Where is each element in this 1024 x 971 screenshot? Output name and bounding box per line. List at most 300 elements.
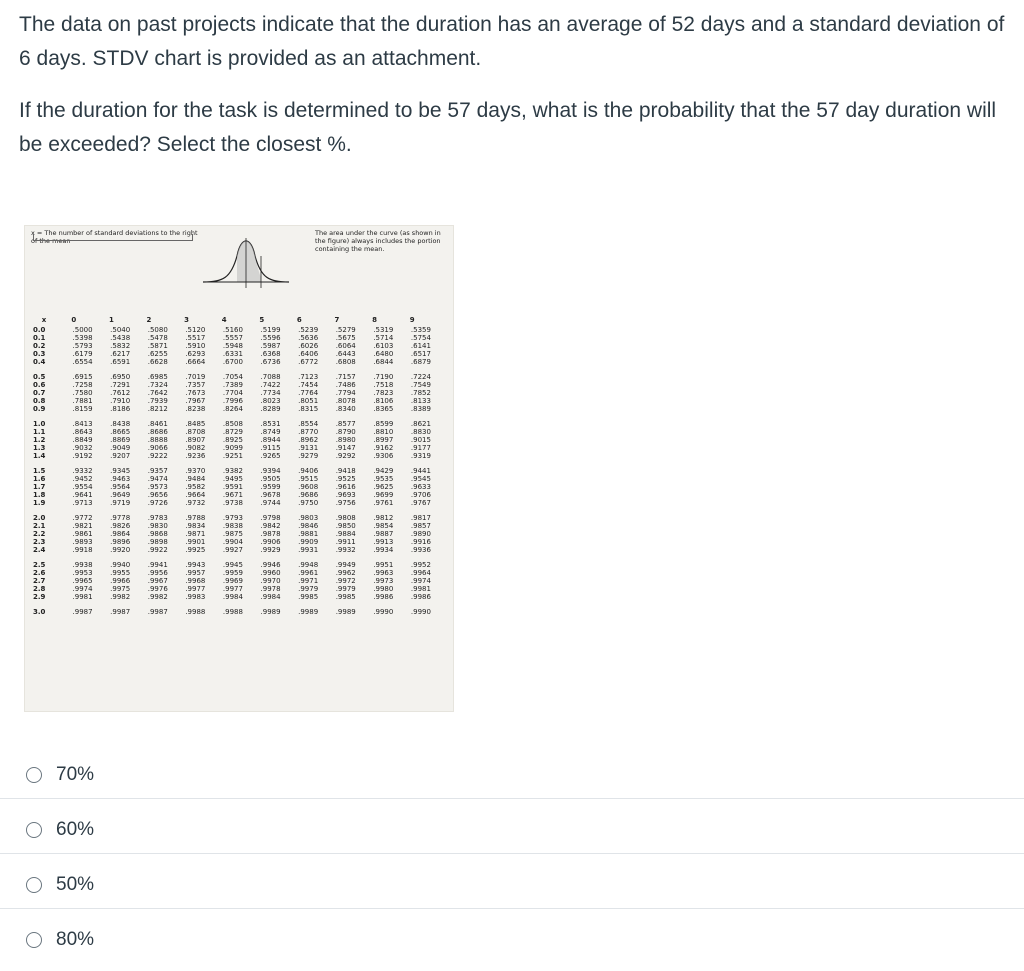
probability-cell: .8770 xyxy=(298,428,319,436)
probability-cell: .8810 xyxy=(373,428,394,436)
probability-cell: .9989 xyxy=(335,608,356,616)
probability-cell: .8413 xyxy=(72,420,93,428)
probability-cell: .8106 xyxy=(373,397,394,405)
probability-cell: .9279 xyxy=(298,452,319,460)
probability-cell: .8389 xyxy=(410,405,431,413)
probability-cell: .9641 xyxy=(72,491,93,499)
probability-cell: .9987 xyxy=(72,608,93,616)
probability-cell: .6950 xyxy=(110,373,131,381)
probability-cell: .9977 xyxy=(185,585,206,593)
probability-cell: .9964 xyxy=(410,569,431,577)
option-label: 80% xyxy=(56,929,95,950)
probability-cell: .6064 xyxy=(335,342,356,350)
probability-cell: .8186 xyxy=(110,405,131,413)
probability-cell: .6293 xyxy=(185,350,206,358)
probability-cell: .8438 xyxy=(110,420,131,428)
probability-cell: .9744 xyxy=(260,499,281,507)
probability-cell: .9131 xyxy=(298,444,319,452)
probability-cell: .9904 xyxy=(222,538,243,546)
z-table-row xyxy=(33,436,431,444)
probability-cell: .9911 xyxy=(335,538,356,546)
probability-cell: .7088 xyxy=(260,373,281,381)
probability-cell: .9890 xyxy=(410,530,431,538)
answer-option-60[interactable] xyxy=(0,799,1024,854)
z-value-cell: 2.8 xyxy=(33,585,46,593)
probability-cell: .8962 xyxy=(298,436,319,444)
probability-cell: .9934 xyxy=(373,546,394,554)
probability-cell: .9960 xyxy=(260,569,281,577)
probability-cell: .9989 xyxy=(298,608,319,616)
probability-cell: .9973 xyxy=(373,577,394,585)
probability-cell: .9857 xyxy=(410,522,431,530)
probability-cell: .8051 xyxy=(298,397,319,405)
probability-cell: .7580 xyxy=(72,389,93,397)
probability-cell: .9812 xyxy=(373,514,394,522)
probability-cell: .9922 xyxy=(147,546,168,554)
probability-cell: .6808 xyxy=(335,358,356,366)
probability-cell: .9192 xyxy=(72,452,93,460)
probability-cell: .9251 xyxy=(222,452,243,460)
probability-cell: .9967 xyxy=(147,577,168,585)
z-table-row xyxy=(33,326,431,334)
probability-cell: .9842 xyxy=(260,522,281,530)
probability-cell: .9515 xyxy=(298,475,319,483)
probability-cell: .9875 xyxy=(222,530,243,538)
probability-cell: .9987 xyxy=(110,608,131,616)
probability-cell: .9441 xyxy=(410,467,431,475)
option-label: 60% xyxy=(56,819,95,840)
probability-cell: .9982 xyxy=(147,593,168,601)
probability-cell: .9962 xyxy=(335,569,356,577)
probability-cell: .5000 xyxy=(72,326,93,334)
probability-cell: .9292 xyxy=(335,452,356,460)
probability-cell: .8238 xyxy=(185,405,206,413)
radio-button-icon[interactable] xyxy=(26,877,42,893)
probability-cell: .8830 xyxy=(410,428,431,436)
probability-cell: .9429 xyxy=(373,467,394,475)
probability-cell: .5987 xyxy=(260,342,281,350)
probability-cell: .7852 xyxy=(410,389,431,397)
probability-cell: .7704 xyxy=(222,389,243,397)
z-table-row xyxy=(33,405,431,413)
probability-cell: .9971 xyxy=(298,577,319,585)
z-value-cell: 2.4 xyxy=(33,546,46,554)
probability-cell: .9177 xyxy=(410,444,431,452)
probability-cell: .9821 xyxy=(72,522,93,530)
probability-cell: .9893 xyxy=(72,538,93,546)
probability-cell: .6406 xyxy=(298,350,319,358)
z-value-cell: 0.1 xyxy=(33,334,46,342)
question-paragraph-2: If the duration for the task is determined to be 57 days, what is the probability that the 57 day duration will be exceeded? Select the closest %. xyxy=(19,99,997,156)
probability-cell: .5754 xyxy=(410,334,431,342)
z-value-cell: 1.6 xyxy=(33,475,46,483)
z-table-row xyxy=(33,483,431,491)
z-value-cell: 2.3 xyxy=(33,538,46,546)
z-value-cell: 0.7 xyxy=(33,389,46,397)
probability-cell: .9976 xyxy=(147,585,168,593)
radio-button-icon[interactable] xyxy=(26,932,42,948)
option-label: 50% xyxy=(56,874,95,895)
probability-cell: .9115 xyxy=(260,444,281,452)
z-value-cell: 1.9 xyxy=(33,499,46,507)
z-table-header-cell: 7 xyxy=(334,316,340,324)
z-table-row xyxy=(33,381,431,389)
probability-cell: .9927 xyxy=(222,546,243,554)
probability-cell: .7518 xyxy=(373,381,394,389)
probability-cell: .6480 xyxy=(373,350,394,358)
probability-cell: .9948 xyxy=(298,561,319,569)
probability-cell: .9535 xyxy=(373,475,394,483)
probability-cell: .6664 xyxy=(185,358,206,366)
z-table-row xyxy=(33,358,431,366)
probability-cell: .9591 xyxy=(222,483,243,491)
probability-cell: .9319 xyxy=(410,452,431,460)
probability-cell: .6985 xyxy=(147,373,168,381)
probability-cell: .9984 xyxy=(222,593,243,601)
z-value-cell: 0.5 xyxy=(33,373,46,381)
probability-cell: .9545 xyxy=(410,475,431,483)
probability-cell: .6331 xyxy=(222,350,243,358)
probability-cell: .7291 xyxy=(110,381,131,389)
probability-cell: .8264 xyxy=(222,405,243,413)
probability-cell: .9975 xyxy=(110,585,131,593)
probability-cell: .9978 xyxy=(260,585,281,593)
z-table-spacer xyxy=(33,460,431,467)
radio-button-icon[interactable] xyxy=(26,767,42,783)
z-value-cell: 2.9 xyxy=(33,593,46,601)
probability-cell: .9916 xyxy=(410,538,431,546)
probability-cell: .9573 xyxy=(147,483,168,491)
probability-cell: .9985 xyxy=(335,593,356,601)
z-table-row xyxy=(33,389,431,397)
probability-cell: .6517 xyxy=(410,350,431,358)
probability-cell: .9345 xyxy=(110,467,131,475)
probability-cell: .9881 xyxy=(298,530,319,538)
probability-cell: .5871 xyxy=(147,342,168,350)
probability-cell: .9817 xyxy=(410,514,431,522)
probability-cell: .9699 xyxy=(373,491,394,499)
z-table-row xyxy=(33,585,431,593)
probability-cell: .8790 xyxy=(335,428,356,436)
probability-cell: .9778 xyxy=(110,514,131,522)
answer-option-70[interactable] xyxy=(0,744,1024,799)
probability-cell: .9382 xyxy=(222,467,243,475)
probability-cell: .9793 xyxy=(222,514,243,522)
probability-cell: .9952 xyxy=(410,561,431,569)
probability-cell: .9979 xyxy=(335,585,356,593)
probability-cell: .9955 xyxy=(110,569,131,577)
probability-cell: .5120 xyxy=(185,326,206,334)
probability-cell: .7123 xyxy=(298,373,319,381)
z-value-cell: 1.0 xyxy=(33,420,46,428)
z-value-cell: 2.7 xyxy=(33,577,46,585)
probability-cell: .8849 xyxy=(72,436,93,444)
probability-cell: .5080 xyxy=(147,326,168,334)
probability-cell: .8508 xyxy=(222,420,243,428)
probability-cell: .9265 xyxy=(260,452,281,460)
probability-cell: .9961 xyxy=(298,569,319,577)
probability-cell: .9236 xyxy=(185,452,206,460)
z-value-cell: 1.1 xyxy=(33,428,46,436)
z-table-header-cell: 3 xyxy=(184,316,190,324)
probability-cell: .8944 xyxy=(260,436,281,444)
probability-cell: .9941 xyxy=(147,561,168,569)
probability-cell: .9854 xyxy=(373,522,394,530)
probability-cell: .9963 xyxy=(373,569,394,577)
probability-cell: .9599 xyxy=(260,483,281,491)
z-value-cell: 0.3 xyxy=(33,350,46,358)
z-value-cell: 0.0 xyxy=(33,326,46,334)
probability-cell: .7967 xyxy=(185,397,206,405)
probability-cell: .9505 xyxy=(260,475,281,483)
probability-cell: .9909 xyxy=(298,538,319,546)
probability-cell: .9625 xyxy=(373,483,394,491)
probability-cell: .5948 xyxy=(222,342,243,350)
probability-cell: .7549 xyxy=(410,381,431,389)
z-table-header-cell: 2 xyxy=(146,316,152,324)
probability-cell: .8708 xyxy=(185,428,206,436)
probability-cell: .9484 xyxy=(185,475,206,483)
probability-cell: .9834 xyxy=(185,522,206,530)
probability-cell: .8531 xyxy=(260,420,281,428)
probability-cell: .9896 xyxy=(110,538,131,546)
probability-cell: .8315 xyxy=(298,405,319,413)
z-table-row xyxy=(33,522,431,530)
probability-cell: .8729 xyxy=(222,428,243,436)
probability-cell: .6141 xyxy=(410,342,431,350)
probability-cell: .5596 xyxy=(260,334,281,342)
probability-cell: .6844 xyxy=(373,358,394,366)
probability-cell: .9864 xyxy=(110,530,131,538)
probability-cell: .9977 xyxy=(222,585,243,593)
probability-cell: .9871 xyxy=(185,530,206,538)
z-value-cell: 1.5 xyxy=(33,467,46,475)
probability-cell: .9943 xyxy=(185,561,206,569)
z-value-cell: 0.2 xyxy=(33,342,46,350)
probability-cell: .9767 xyxy=(410,499,431,507)
probability-cell: .9986 xyxy=(410,593,431,601)
radio-button-icon[interactable] xyxy=(26,822,42,838)
probability-cell: .9887 xyxy=(373,530,394,538)
probability-cell: .6736 xyxy=(260,358,281,366)
z-value-cell: 2.5 xyxy=(33,561,46,569)
z-table-header-cell: 8 xyxy=(372,316,377,324)
probability-cell: .6179 xyxy=(72,350,93,358)
z-table-spacer xyxy=(33,601,431,608)
probability-cell: .7157 xyxy=(335,373,356,381)
z-table-row xyxy=(33,428,431,436)
z-table-row xyxy=(33,514,431,522)
probability-cell: .5279 xyxy=(335,326,356,334)
probability-cell: .9306 xyxy=(373,452,394,460)
probability-cell: .9945 xyxy=(222,561,243,569)
probability-cell: .9066 xyxy=(147,444,168,452)
probability-cell: .9783 xyxy=(147,514,168,522)
probability-cell: .9965 xyxy=(72,577,93,585)
probability-cell: .6591 xyxy=(110,358,131,366)
probability-cell: .6554 xyxy=(72,358,93,366)
probability-cell: .8078 xyxy=(335,397,356,405)
probability-cell: .9913 xyxy=(373,538,394,546)
probability-cell: .8289 xyxy=(260,405,281,413)
probability-cell: .9608 xyxy=(298,483,319,491)
probability-cell: .9940 xyxy=(110,561,131,569)
probability-cell: .5675 xyxy=(335,334,356,342)
probability-cell: .8159 xyxy=(72,405,93,413)
probability-cell: .5040 xyxy=(110,326,131,334)
probability-cell: .6103 xyxy=(373,342,394,350)
probability-cell: .9370 xyxy=(185,467,206,475)
answer-option-50[interactable] xyxy=(0,854,1024,909)
z-table-spacer xyxy=(33,554,431,561)
probability-cell: .5239 xyxy=(298,326,319,334)
probability-cell: .8888 xyxy=(147,436,168,444)
probability-cell: .9956 xyxy=(147,569,168,577)
probability-cell: .9938 xyxy=(72,561,93,569)
z-table-header xyxy=(33,314,431,326)
probability-cell: .7258 xyxy=(72,381,93,389)
probability-cell: .9671 xyxy=(222,491,243,499)
probability-cell: .7054 xyxy=(222,373,243,381)
z-table-header-cell: 4 xyxy=(221,316,227,324)
probability-cell: .9732 xyxy=(185,499,206,507)
z-table-row xyxy=(33,444,431,452)
probability-cell: .8665 xyxy=(110,428,131,436)
probability-cell: .9726 xyxy=(147,499,168,507)
probability-cell: .8340 xyxy=(335,405,356,413)
z-table-spacer xyxy=(33,366,431,373)
z-table-header-cell: 0 xyxy=(71,316,77,324)
probability-cell: .9750 xyxy=(298,499,319,507)
probability-cell: .9706 xyxy=(410,491,431,499)
probability-cell: .9981 xyxy=(72,593,93,601)
probability-cell: .9929 xyxy=(260,546,281,554)
probability-cell: .9554 xyxy=(72,483,93,491)
probability-cell: .8023 xyxy=(260,397,281,405)
probability-cell: .9986 xyxy=(373,593,394,601)
probability-cell: .9713 xyxy=(72,499,93,507)
probability-cell: .9525 xyxy=(335,475,356,483)
probability-cell: .8485 xyxy=(185,420,206,428)
probability-cell: .9982 xyxy=(110,593,131,601)
probability-cell: .9969 xyxy=(222,577,243,585)
probability-cell: .9222 xyxy=(147,452,168,460)
probability-cell: .9979 xyxy=(298,585,319,593)
probability-cell: .7422 xyxy=(260,381,281,389)
probability-cell: .9582 xyxy=(185,483,206,491)
probability-cell: .9936 xyxy=(410,546,431,554)
answer-option-80[interactable] xyxy=(0,909,1024,963)
answer-options xyxy=(0,744,1024,963)
z-value-cell: 1.2 xyxy=(33,436,46,444)
probability-cell: .7454 xyxy=(298,381,319,389)
probability-cell: .9678 xyxy=(260,491,281,499)
probability-cell: .9901 xyxy=(185,538,206,546)
probability-cell: .9808 xyxy=(335,514,356,522)
probability-cell: .9719 xyxy=(110,499,131,507)
probability-cell: .6772 xyxy=(298,358,319,366)
probability-cell: .9983 xyxy=(185,593,206,601)
probability-cell: .5398 xyxy=(72,334,93,342)
z-value-cell: 0.4 xyxy=(33,358,46,366)
z-table-row xyxy=(33,561,431,569)
probability-cell: .5714 xyxy=(373,334,394,342)
probability-cell: .7764 xyxy=(298,389,319,397)
question-paragraph-1: The data on past projects indicate that the duration has an average of 52 days and a standard deviation of 6 days. STDV chart is provided as an attachment. xyxy=(19,13,1005,70)
probability-cell: .9906 xyxy=(260,538,281,546)
probability-cell: .9984 xyxy=(260,593,281,601)
probability-cell: .9987 xyxy=(147,608,168,616)
z-value-cell: 1.7 xyxy=(33,483,46,491)
probability-cell: .7612 xyxy=(110,389,131,397)
std-dev-note-text: x = The number of standard deviations to the right of the mean xyxy=(31,229,198,245)
probability-cell: .9664 xyxy=(185,491,206,499)
probability-cell: .5359 xyxy=(410,326,431,334)
probability-cell: .9032 xyxy=(72,444,93,452)
z-table-row xyxy=(33,420,431,428)
z-table-row xyxy=(33,373,431,381)
probability-cell: .9974 xyxy=(410,577,431,585)
probability-cell: .9162 xyxy=(373,444,394,452)
probability-cell: .9686 xyxy=(298,491,319,499)
probability-cell: .7642 xyxy=(147,389,168,397)
z-table-row xyxy=(33,530,431,538)
probability-cell: .7794 xyxy=(335,389,356,397)
z-table-spacer xyxy=(33,507,431,514)
probability-cell: .9898 xyxy=(147,538,168,546)
probability-cell: .7939 xyxy=(147,397,168,405)
z-value-cell: 0.9 xyxy=(33,405,46,413)
probability-cell: .9957 xyxy=(185,569,206,577)
probability-cell: .9798 xyxy=(260,514,281,522)
probability-cell: .7486 xyxy=(335,381,356,389)
probability-cell: .8365 xyxy=(373,405,394,413)
probability-cell: .7357 xyxy=(185,381,206,389)
area-note: The area under the curve (as shown in the figure) always includes the portion containing the mean. xyxy=(315,229,441,253)
probability-cell: .9616 xyxy=(335,483,356,491)
probability-cell: .9985 xyxy=(298,593,319,601)
z-table-row xyxy=(33,334,431,342)
probability-cell: .7389 xyxy=(222,381,243,389)
z-table-row xyxy=(33,491,431,499)
probability-cell: .9838 xyxy=(222,522,243,530)
probability-cell: .8461 xyxy=(147,420,168,428)
probability-cell: .9920 xyxy=(110,546,131,554)
z-table-row xyxy=(33,397,431,405)
probability-cell: .5478 xyxy=(147,334,168,342)
probability-cell: .8980 xyxy=(335,436,356,444)
probability-cell: .9861 xyxy=(72,530,93,538)
probability-cell: .9925 xyxy=(185,546,206,554)
z-value-cell: 0.6 xyxy=(33,381,46,389)
probability-cell: .9931 xyxy=(298,546,319,554)
probability-cell: .8869 xyxy=(110,436,131,444)
z-table-row xyxy=(33,608,431,616)
probability-cell: .5199 xyxy=(260,326,281,334)
probability-cell: .9452 xyxy=(72,475,93,483)
z-value-cell: 2.1 xyxy=(33,522,46,530)
probability-cell: .8212 xyxy=(147,405,168,413)
probability-cell: .6915 xyxy=(72,373,93,381)
z-table-row xyxy=(33,546,431,554)
probability-cell: .9394 xyxy=(260,467,281,475)
probability-cell: .6443 xyxy=(335,350,356,358)
probability-cell: .9878 xyxy=(260,530,281,538)
probability-cell: .9147 xyxy=(335,444,356,452)
z-value-cell: 1.8 xyxy=(33,491,46,499)
probability-cell: .9988 xyxy=(222,608,243,616)
probability-cell: .6700 xyxy=(222,358,243,366)
